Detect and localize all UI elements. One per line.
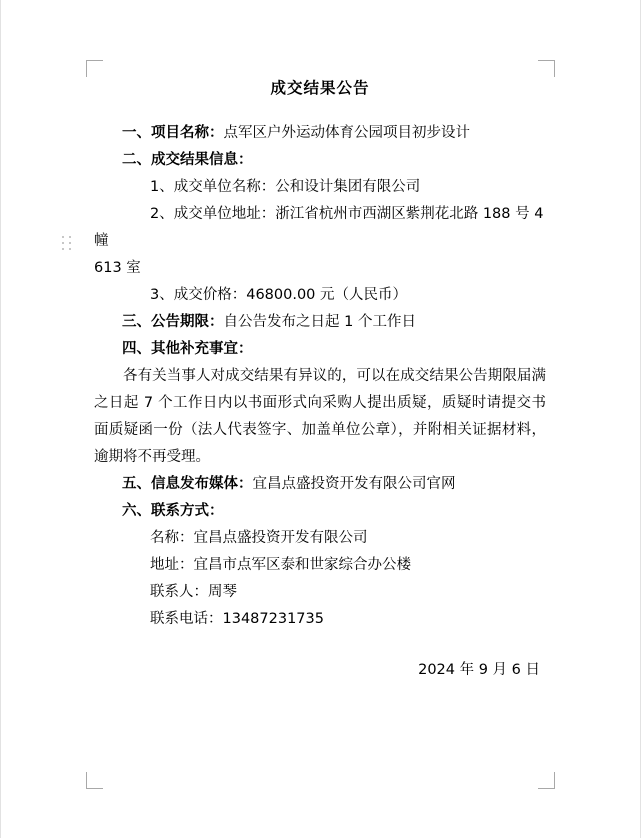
section-item-5-value: 宜昌点盛投资开发有限公司官网 bbox=[252, 476, 456, 492]
section-item-5 bbox=[94, 471, 546, 498]
section-item-6 bbox=[94, 498, 546, 525]
section-item-2 bbox=[94, 147, 546, 174]
contact-address: 地址：宜昌市点军区泰和世家综合办公楼 bbox=[150, 557, 411, 573]
page-title: 成交结果公告 bbox=[270, 79, 370, 97]
section-item-1 bbox=[94, 120, 546, 147]
section-item-3-label: 三、公告期限： bbox=[122, 314, 224, 330]
crop-mark-bottom-right bbox=[538, 772, 555, 789]
drag-handle-icon[interactable] bbox=[62, 236, 73, 252]
section-item-2-label: 二、成交结果信息： bbox=[122, 152, 253, 168]
section-item-3 bbox=[94, 309, 546, 336]
contact-person: 联系人：周琴 bbox=[150, 584, 237, 600]
section-item-4-paragraph: 各有关当事人对成交结果有异议的，可以在成交结果公告期限届满之日起 7 个工作日内以书面形式向采购人提出质疑，质疑时请提交书面质疑函一份（法人代表签字、加盖单位公章），并附相关证据材料，逾期将不再受理。 bbox=[94, 368, 546, 465]
section-item-2-3: 3、成交价格：46800.00 元（人民币） bbox=[150, 287, 408, 303]
section-item-5-label: 五、信息发布媒体： bbox=[122, 476, 253, 492]
section-item-2-2-continuation: 613 室 bbox=[94, 260, 141, 276]
section-item-4 bbox=[94, 336, 546, 363]
document-content bbox=[94, 68, 549, 684]
crop-mark-bottom-left bbox=[86, 772, 103, 789]
section-item-4-label: 四、其他补充事宜： bbox=[122, 341, 253, 357]
section-item-2-1: 1、成交单位名称：公和设计集团有限公司 bbox=[150, 179, 421, 195]
contact-name: 名称：宜昌点盛投资开发有限公司 bbox=[150, 530, 368, 546]
section-item-1-label: 一、项目名称： bbox=[122, 125, 224, 141]
contact-phone: 联系电话：13487231735 bbox=[150, 611, 324, 627]
section-item-1-value: 点军区户外运动体育公园项目初步设计 bbox=[223, 125, 470, 141]
document-date: 2024 年 9 月 6 日 bbox=[418, 662, 540, 678]
page-left-edge bbox=[0, 0, 1, 838]
section-item-2-2: 2、成交单位地址：浙江省杭州市西湖区紫荆花北路 188 号 4 幢 bbox=[94, 206, 549, 249]
section-item-3-value: 自公告发布之日起 1 个工作日 bbox=[223, 314, 416, 330]
section-item-6-label: 六、联系方式： bbox=[122, 503, 224, 519]
